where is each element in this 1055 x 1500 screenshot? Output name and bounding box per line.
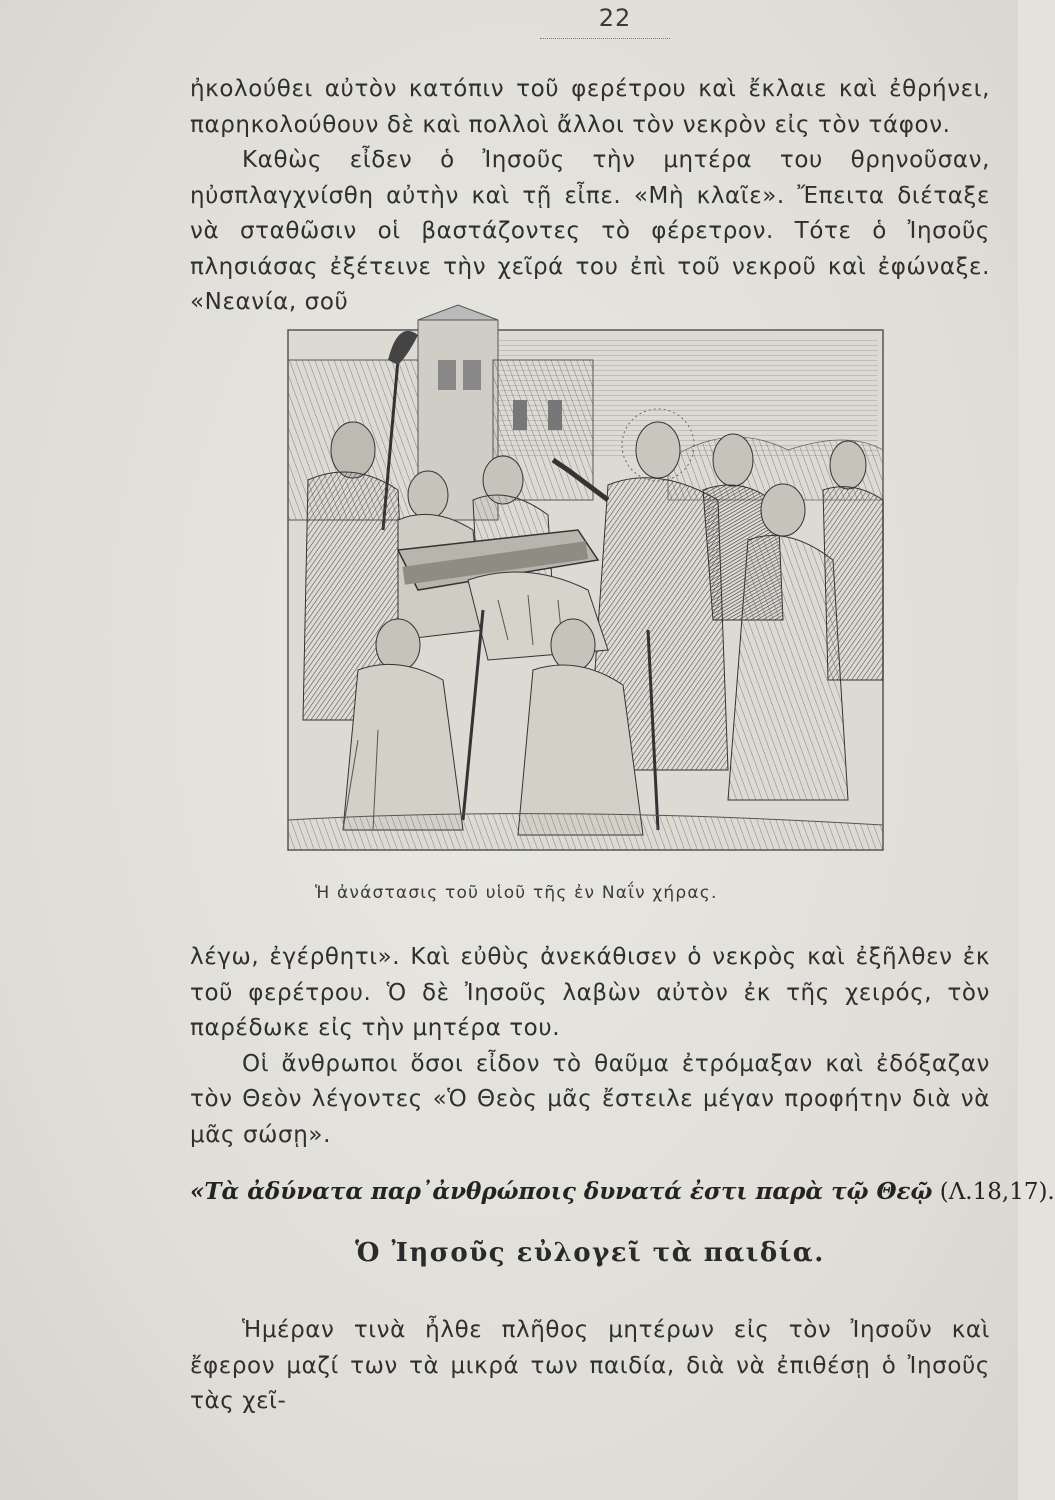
paragraph: λέγω, ἐγέρθητι». Καὶ εὐθὺς ἀνεκάθισεν ὁ νεκρὸς καὶ ἐξῆλθεν ἐκ τοῦ φερέτρου. Ὁ δὲ Ἰησοῦς λαβὼν αὐτὸν ἐκ τῆς χειρός, τὸν παρέδωκε εἰς τὴν μητέρα του. bbox=[190, 944, 990, 1041]
paragraph: ἠκολούθει αὐτὸν κατόπιν τοῦ φερέτρου καὶ ἔκλαιε καὶ ἐθρήνει, παρηκολούθουν δὲ καὶ πολλοὶ ἄλλοι τὸν νεκρὸν εἰς τὸν τάφον. bbox=[190, 76, 990, 138]
page-number-rule bbox=[540, 38, 670, 39]
paragraph: Ἡμέραν τινὰ ἦλθε πλῆθος μητέρων εἰς τὸν Ἰησοῦν καὶ ἔφερον μαζί των τὰ μικρά των παιδία, διὰ νὰ ἐπιθέσῃ ὁ Ἰησοῦς τὰς χεῖ- bbox=[190, 1317, 990, 1414]
engraving-resurrection-icon bbox=[248, 300, 896, 870]
engraving-illustration bbox=[248, 300, 896, 870]
quote-text: «Τὰ ἀδύνατα παρ᾽ἀνθρώποις δυνατά ἐστι παρὰ τῷ Θεῷ bbox=[190, 1178, 933, 1205]
section-heading: Ὁ Ἰησοῦς εὐλογεῖ τὰ παιδία. bbox=[355, 1238, 825, 1268]
illustration-caption: Ἡ ἀνάστασις τοῦ υἱοῦ τῆς ἐν Ναΐν χήρας. bbox=[315, 883, 718, 903]
page-number: 22 bbox=[598, 4, 632, 32]
scripture-quote bbox=[190, 1178, 1055, 1205]
paragraph: Οἱ ἄνθρωποι ὅσοι εἶδον τὸ θαῦμα ἐτρόμαξαν καὶ ἐδόξαζαν τὸν Θεὸν λέγοντες «Ὁ Θεὸς μᾶς ἔστειλε μέγαν προφήτην διὰ νὰ μᾶς σώσῃ». bbox=[190, 1050, 990, 1148]
paragraph: Καθὼς εἶδεν ὁ Ἰησοῦς τὴν μητέρα του θρηνοῦσαν, ηὐσπλαγχνίσθη αὐτὴν καὶ τῇ εἶπε. «Μὴ κλαῖε». Ἔπειτα διέταξε νὰ σταθῶσιν οἱ βαστάζοντες τὸ φέρετρον. Τότε ὁ Ἰησοῦς πλησιάσας ἐξέτεινε τὴν χεῖρά του ἐπὶ τοῦ νεκροῦ καὶ ἐφώναξε. «Νεανία, σοῦ bbox=[190, 147, 990, 315]
quote-reference: (Λ.18,17). bbox=[939, 1179, 1055, 1205]
text-block-middle bbox=[190, 940, 990, 1153]
text-block-top bbox=[190, 72, 990, 321]
text-block-bottom bbox=[190, 1313, 990, 1420]
